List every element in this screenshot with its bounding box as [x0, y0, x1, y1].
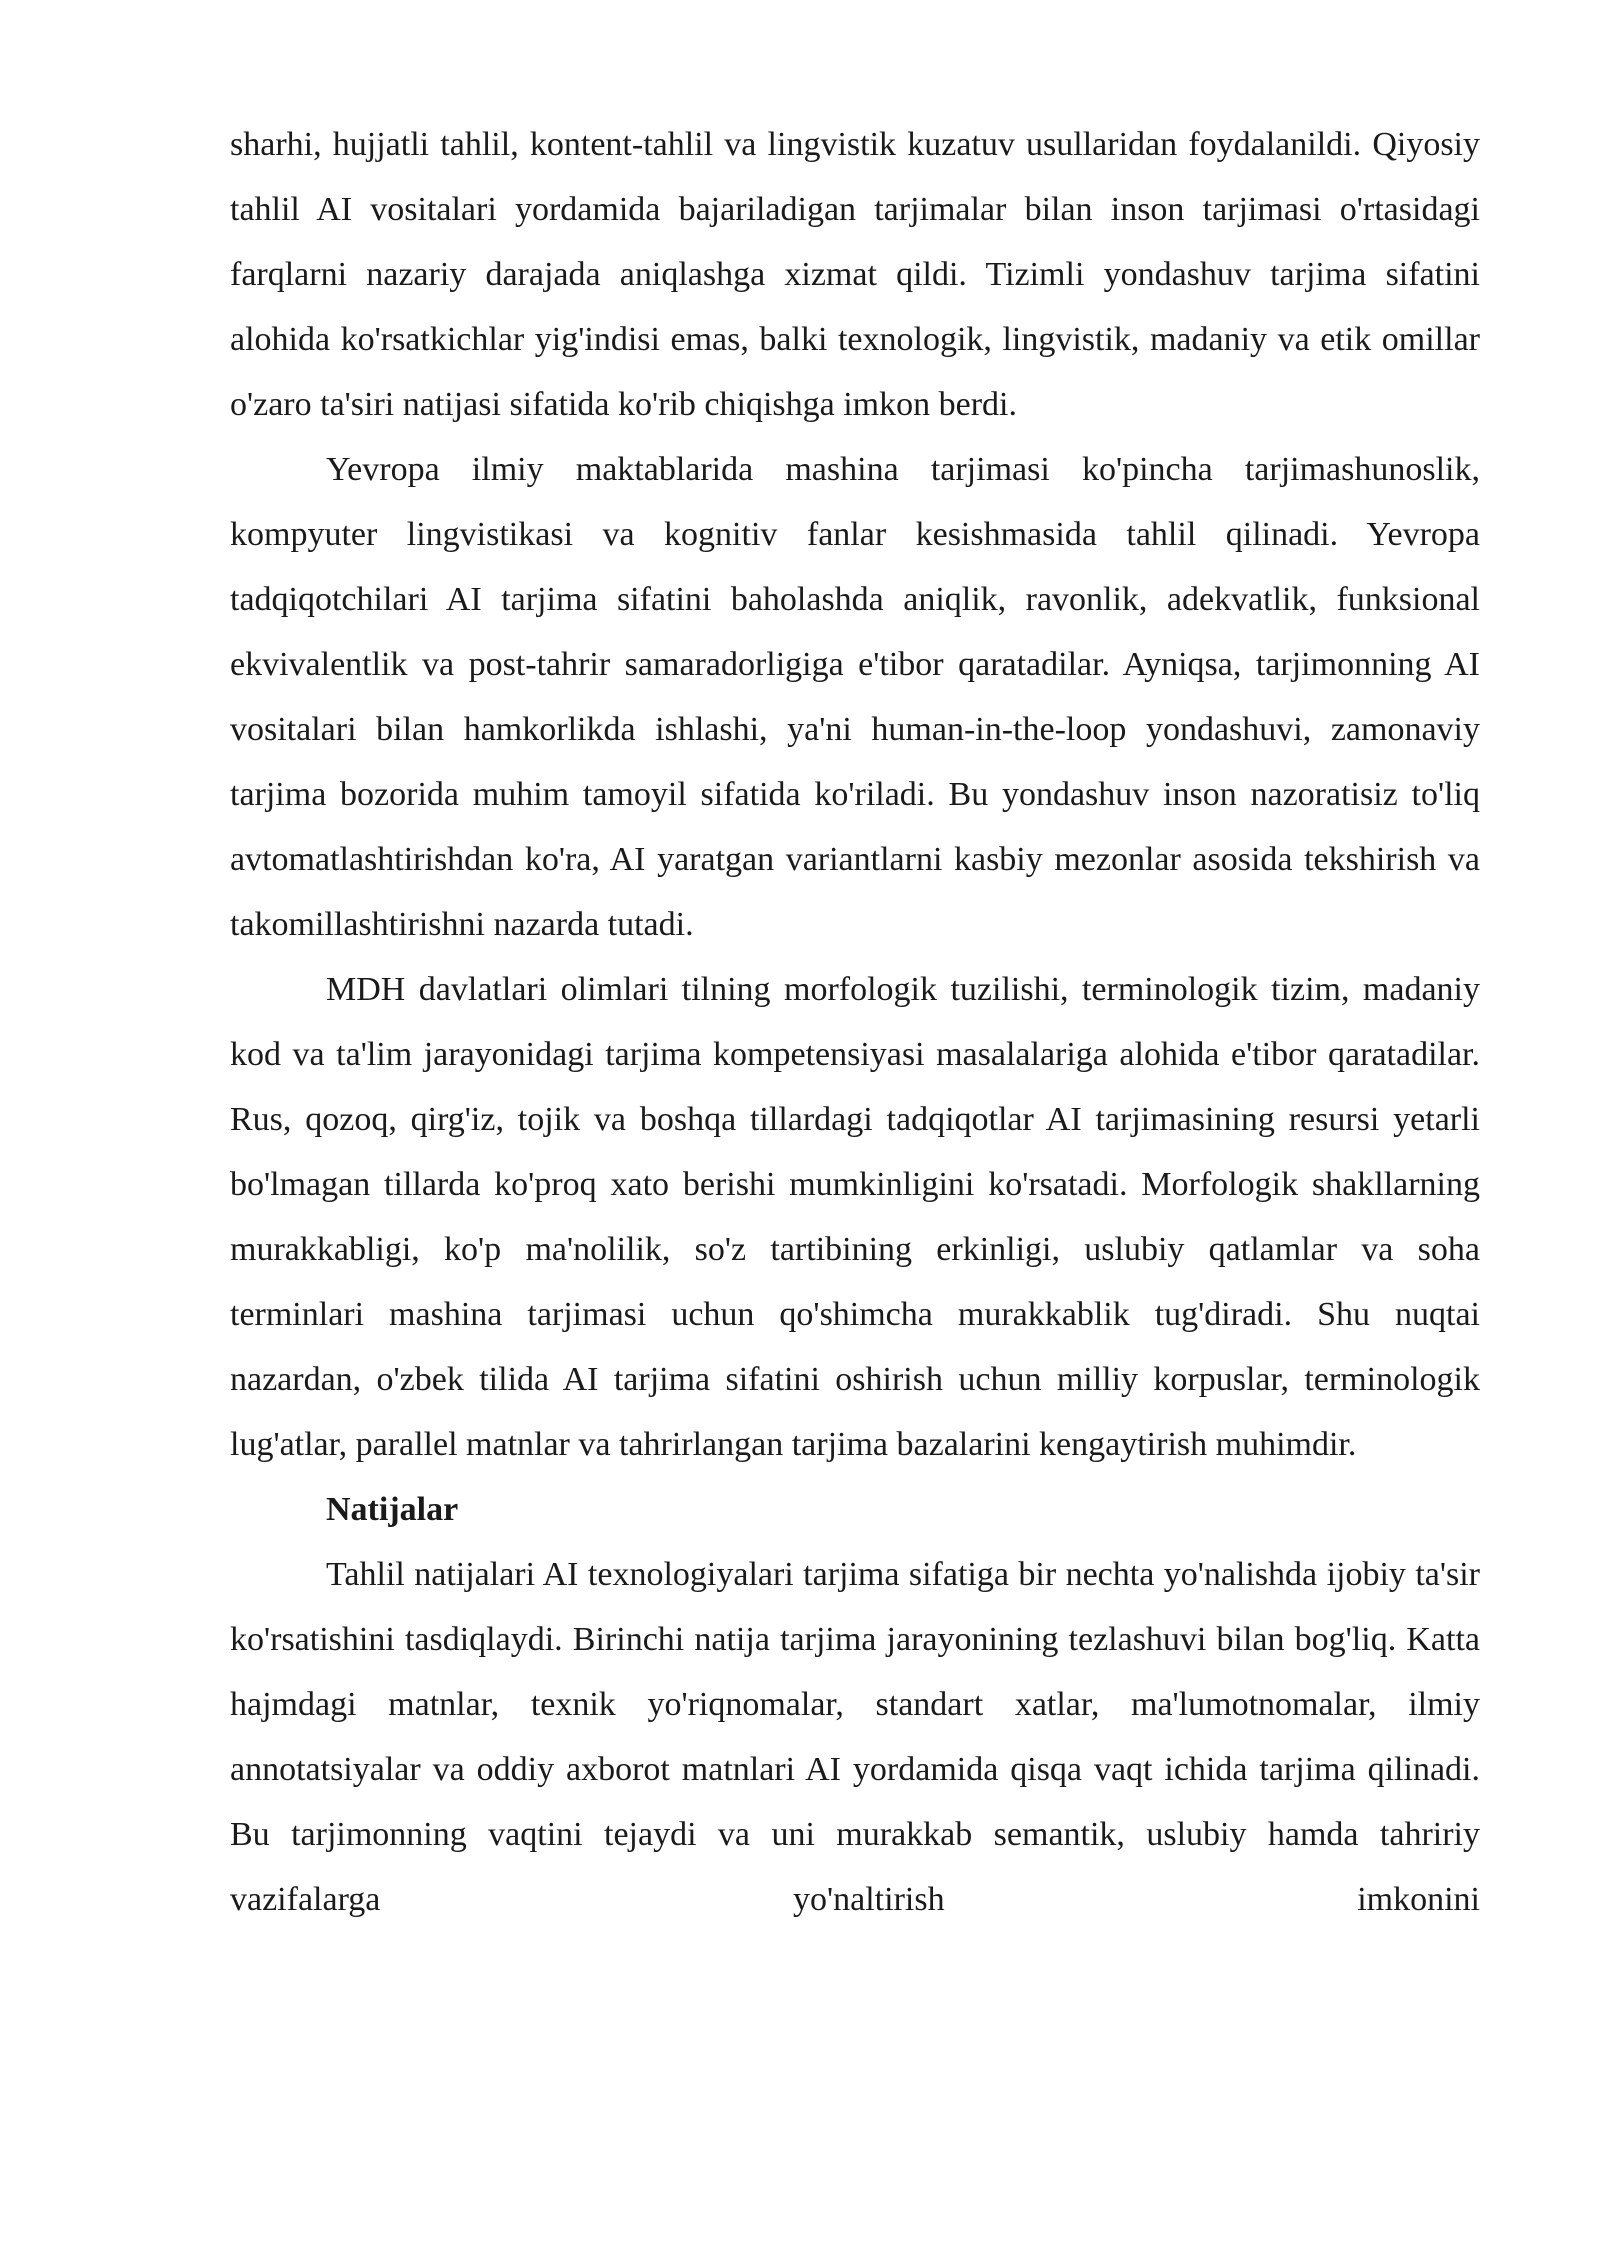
paragraph-european-schools: Yevropa ilmiy maktablarida mashina tarjimasi ko'pincha tarjimashunoslik, kompyuter lingvistikasi va kognitiv fanlar kesishmasida tahlil qilinadi. Yevropa tadqiqotchilari AI tarjima sifatini baholashda aniqlik, ravonlik, adekvatlik, funksional ekvivalentlik va post-tahrir samaradorligiga e'tibor qaratadilar. Ayniqsa, tarjimonning AI vositalari bilan hamkorlikda ishlashi, ya'ni human-in-the-loop yondashuvi, zamonaviy tarjima bozorida muhim tamoyil sifatida ko'riladi. Bu yondashuv inson nazoratisiz to'liq avtomatlashtirishdan ko'ra, AI yaratgan variantlarni kasbiy mezonlar asosida tekshirish va takomillashtirishni nazarda tutadi. — [230, 451, 1480, 943]
paragraph-cis-scholars: MDH davlatlari olimlari tilning morfologik tuzilishi, terminologik tizim, madaniy kod va ta'lim jarayonidagi tarjima kompetensiyasi masalalariga alohida e'tibor qaratadilar. Rus, qozoq, qirg'iz, tojik va boshqa tillardagi tadqiqotlar AI tarjimasining resursi yetarli bo'lmagan tillarda ko'proq xato berishi mumkinligini ko'rsatadi. Morfologik shakllarning murakkabligi, ko'p ma'nolilik, so'z tartibining erkinligi, uslubiy qatlamlar va soha terminlari mashina tarjimasi uchun qo'shimcha murakkablik tug'diradi. Shu nuqtai nazardan, o'zbek tilida AI tarjima sifatini oshirish uchun milliy korpuslar, terminologik lug'atlar, parallel matnlar va tahrirlangan tarjima bazalarini kengaytirish muhimdir. — [230, 971, 1480, 1463]
paragraph-methods-continued: sharhi, hujjatli tahlil, kontent-tahlil va lingvistik kuzatuv usullaridan foydalanildi. Qiyosiy tahlil AI vositalari yordamida bajariladigan tarjimalar bilan inson tarjimasi o'rtasidagi farqlarni nazariy darajada aniqlashga xizmat qildi. Tizimli yondashuv tarjima sifatini alohida ko'rsatkichlar yig'indisi emas, balki texnologik, lingvistik, madaniy va etik omillar o'zaro ta'siri natijasi sifatida ko'rib chiqishga imkon berdi. — [230, 126, 1480, 423]
document-page — [230, 112, 1480, 1932]
section-heading-results: Natijalar — [326, 1491, 459, 1528]
paragraph-results: Tahlil natijalari AI texnologiyalari tarjima sifatiga bir nechta yo'nalishda ijobiy ta'sir ko'rsatishini tasdiqlaydi. Birinchi natija tarjima jarayonining tezlashuvi bilan bog'liq. Katta hajmdagi matnlar, texnik yo'riqnomalar, standart xatlar, ma'lumotnomalar, ilmiy annotatsiyalar va oddiy axborot matnlari AI yordamida qisqa vaqt ichida tarjima qilinadi. Bu tarjimonning vaqtini tejaydi va uni murakkab semantik, uslubiy hamda tahririy vazifalarga yo'naltirish imkonini — [230, 1556, 1480, 1918]
